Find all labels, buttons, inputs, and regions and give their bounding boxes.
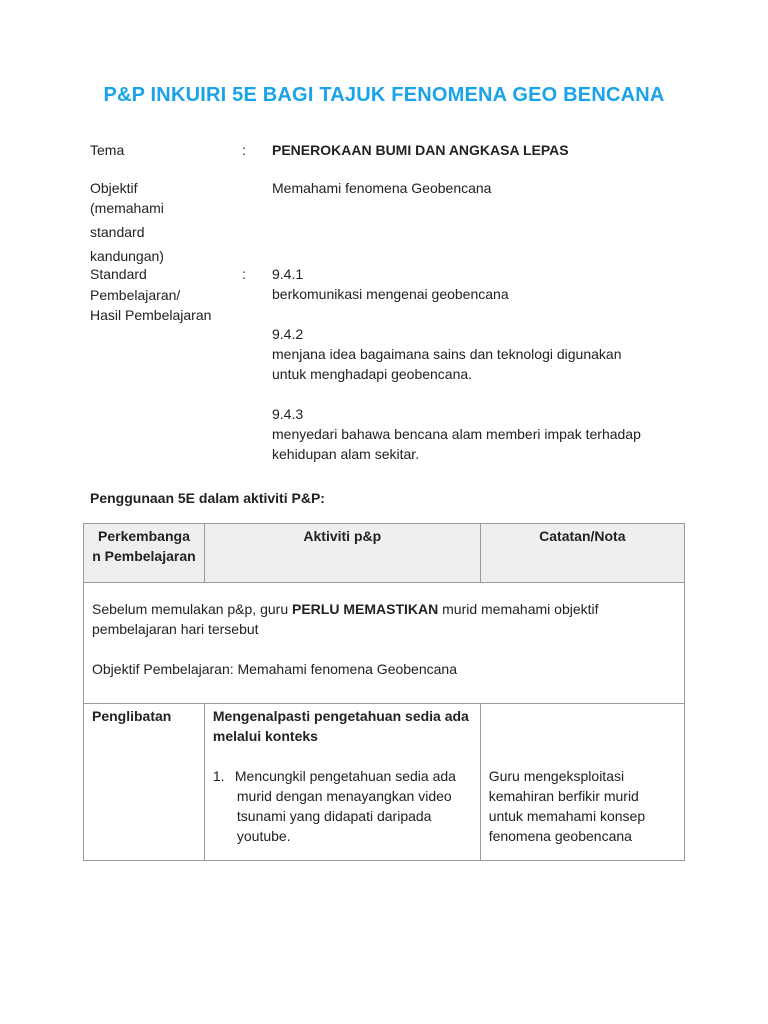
standard-label: Standard Pembelajaran/ Hasil Pembelajaran — [90, 266, 212, 323]
row-note-text: Guru mengeksploitasi kemahiran berfikir murid untuk memahami konsep fenomena geobencana — [488, 768, 646, 844]
activity-cell — [204, 704, 480, 861]
info-row-standard — [90, 264, 690, 464]
phase-cell: Penglibatan — [84, 704, 205, 861]
table-row — [84, 704, 685, 861]
header-perkembangan: Perkembanga n Pembelajaran — [84, 524, 205, 583]
standard-text: kehidupan alam sekitar. — [272, 446, 420, 462]
standard-text: berkomunikasi mengenai geobencana — [272, 286, 509, 302]
tema-value: PENEROKAAN BUMI DAN ANGKASA LEPAS — [272, 142, 569, 158]
note-cell — [84, 583, 685, 704]
activity-list-item — [213, 766, 472, 846]
objektif-value: Memahami fenomena Geobencana — [272, 180, 492, 196]
activity-number: 1. — [212, 768, 225, 784]
page-title: P&P INKUIRI 5E BAGI TAJUK FENOMENA GEO BENCANA — [103, 84, 665, 106]
note-emphasis: PERLU MEMASTIKAN — [292, 601, 439, 617]
section-heading: Penggunaan 5E dalam aktiviti P&P: — [90, 490, 325, 506]
standard-text: untuk menghadapi geobencana. — [272, 366, 473, 382]
info-row-tema — [90, 140, 690, 160]
objektif-label: Objektif (memahami standard kandungan) — [90, 180, 164, 264]
header-catatan: Catatan/Nota — [480, 524, 684, 583]
info-row-objektif — [90, 178, 690, 264]
note-column-cell — [480, 704, 684, 861]
activity-heading: Mengenalpasti pengetahuan sedia ada melalui konteks — [212, 708, 469, 744]
note-text: Sebelum memulakan p&p, guru PERLU MEMASTIKAN murid memahami objektif pembelajaran hari tersebut — [92, 601, 599, 637]
header-aktiviti: Aktiviti p&p — [204, 524, 480, 583]
tema-label: Tema — [90, 142, 125, 158]
tema-colon: : — [242, 142, 246, 158]
standard-colon: : — [242, 266, 246, 282]
standard-code: 9.4.2 — [272, 326, 304, 342]
standard-text: menjana idea bagaimana sains dan teknologi digunakan — [272, 346, 622, 362]
activity-table — [83, 523, 685, 861]
activity-text: Mencungkil pengetahuan sedia ada murid dengan menayangkan video tsunami yang didapati daripada youtube. — [234, 768, 456, 844]
note-objective: Objektif Pembelajaran: Memahami fenomena Geobencana — [92, 661, 457, 677]
standard-list — [272, 264, 690, 464]
standard-code: 9.4.1 — [272, 266, 304, 282]
info-section — [90, 140, 690, 464]
table-note-row — [84, 583, 685, 704]
standard-code: 9.4.3 — [272, 406, 304, 422]
table-header-row — [84, 524, 685, 583]
standard-text: menyedari bahawa bencana alam memberi impak terhadap — [272, 426, 641, 442]
